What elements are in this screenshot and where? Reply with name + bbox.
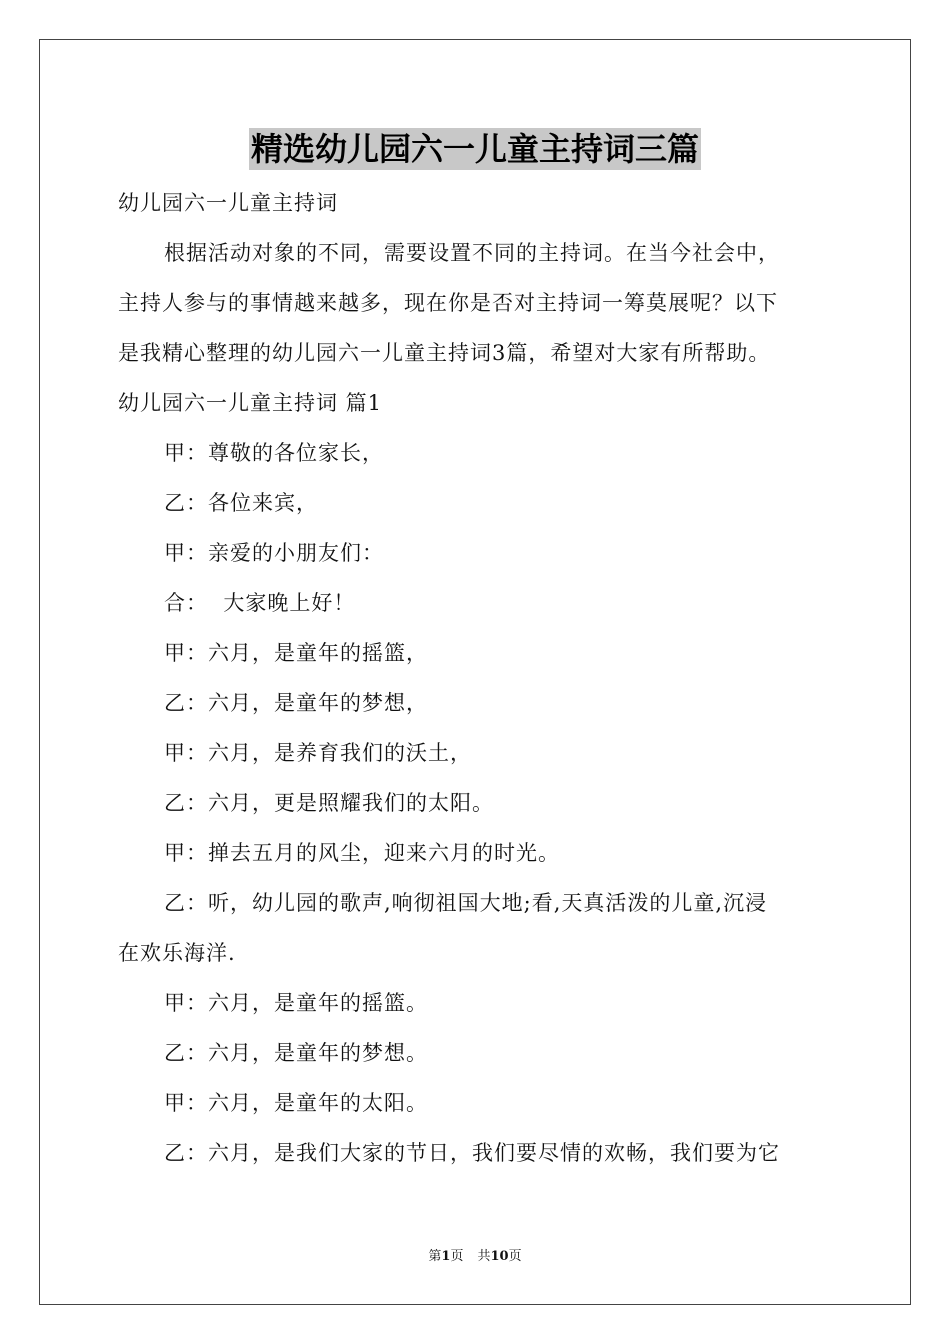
section-heading: 幼儿园六一儿童主持词 篇1 [118,391,383,415]
intro-line: 主持人参与的事情越来越多，现在你是否对主持词一筹莫展呢？以下 [118,291,778,315]
dialogue-line: 乙：听，幼儿园的歌声,响彻祖国大地;看,天真活泼的儿童,沉浸 [164,891,768,915]
intro-line: 根据活动对象的不同，需要设置不同的主持词。在当今社会中， [164,241,780,265]
dialogue-line: 甲：掸去五月的风尘，迎来六月的时光。 [164,841,560,865]
title-container [0,128,950,170]
dialogue-line: 甲：亲爱的小朋友们： [164,541,384,565]
dialogue-line: 甲：六月，是童年的太阳。 [164,1091,428,1115]
total-page-number: 10 [490,1249,509,1264]
total-unit: 页 [508,1249,522,1264]
dialogue-line: 甲：六月，是养育我们的沃土， [164,741,472,765]
intro-line: 是我精心整理的幼儿园六一儿童主持词3篇，希望对大家有所帮助。 [118,341,771,365]
total-prefix: 共 [477,1249,491,1264]
document-body [118,178,840,1178]
current-page-number: 1 [441,1249,451,1264]
page-footer [0,1247,950,1267]
page-unit: 页 [450,1249,464,1264]
document-subtitle: 幼儿园六一儿童主持词 [118,191,338,215]
dialogue-line: 乙：六月，是童年的梦想。 [164,1041,428,1065]
dialogue-line: 乙：各位来宾， [164,491,318,515]
document-title: 精选幼儿园六一儿童主持词三篇 [250,130,699,168]
dialogue-line-continued: 在欢乐海洋. [118,941,236,965]
dialogue-line: 合： 大家晚上好！ [164,591,356,615]
dialogue-line: 乙：六月，更是照耀我们的太阳。 [164,791,494,815]
dialogue-line: 甲：六月，是童年的摇篮， [164,641,428,665]
dialogue-line: 乙：六月，是我们大家的节日，我们要尽情的欢畅，我们要为它 [164,1141,780,1165]
dialogue-line: 甲：六月，是童年的摇篮。 [164,991,428,1015]
page-prefix: 第 [428,1249,442,1264]
dialogue-line: 甲：尊敬的各位家长， [164,441,384,465]
dialogue-line: 乙：六月，是童年的梦想， [164,691,428,715]
